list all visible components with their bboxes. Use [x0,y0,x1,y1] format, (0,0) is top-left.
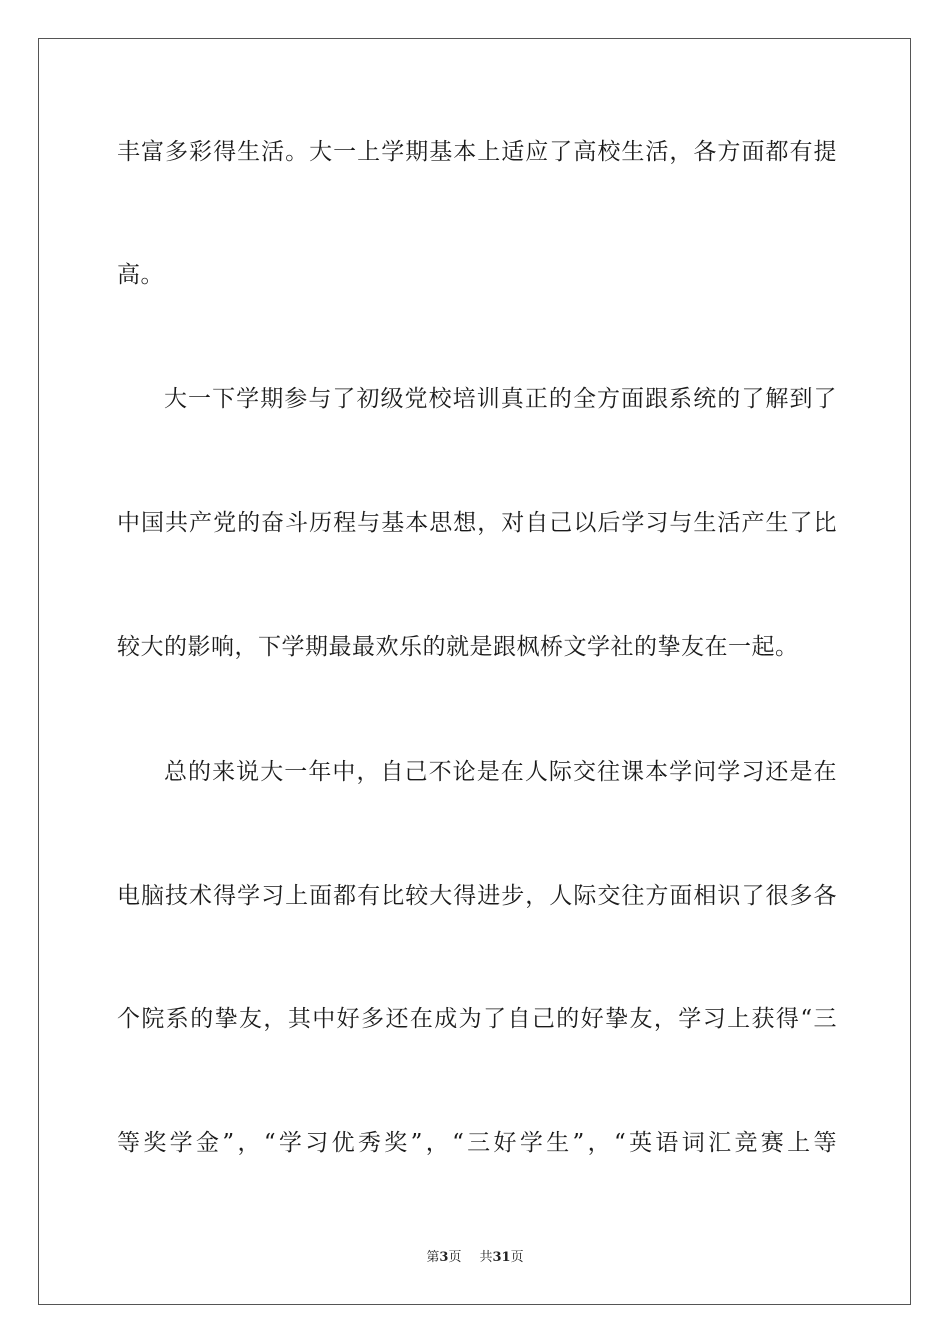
text-line: 中国共产党的奋斗历程与基本思想，对自己以后学习与生活产生了比 [117,510,837,536]
paragraph-first-line: 总的来说大一年中，自己不论是在人际交往课本学问学习还是在 [164,759,837,785]
page-prefix: 第 [426,1250,440,1265]
text-line: 个院系的挚友，其中好多还在成为了自己的好挚友，学习上获得“三 [117,1006,837,1032]
page-suffix: 页 [448,1250,462,1265]
page-footer [0,1249,950,1267]
text-line: 丰富多彩得生活。大一上学期基本上适应了高校生活，各方面都有提 [117,139,837,165]
total-suffix: 页 [510,1250,524,1265]
page-number: 3 [439,1250,449,1265]
total-pages: 31 [492,1250,511,1265]
total-prefix: 共 [479,1250,493,1265]
text-line: 电脑技术得学习上面都有比较大得进步，人际交往方面相识了很多各 [117,883,837,909]
page-border [38,38,911,1305]
paragraph-first-line: 大一下学期参与了初级党校培训真正的全方面跟系统的了解到了 [164,386,837,412]
text-line: 等奖学金”，“学习优秀奖”，“三好学生”，“英语词汇竞赛上等 [117,1130,837,1156]
text-line: 较大的影响，下学期最最欢乐的就是跟枫桥文学社的挚友在一起。 [117,634,799,660]
text-line: 高。 [117,262,164,288]
